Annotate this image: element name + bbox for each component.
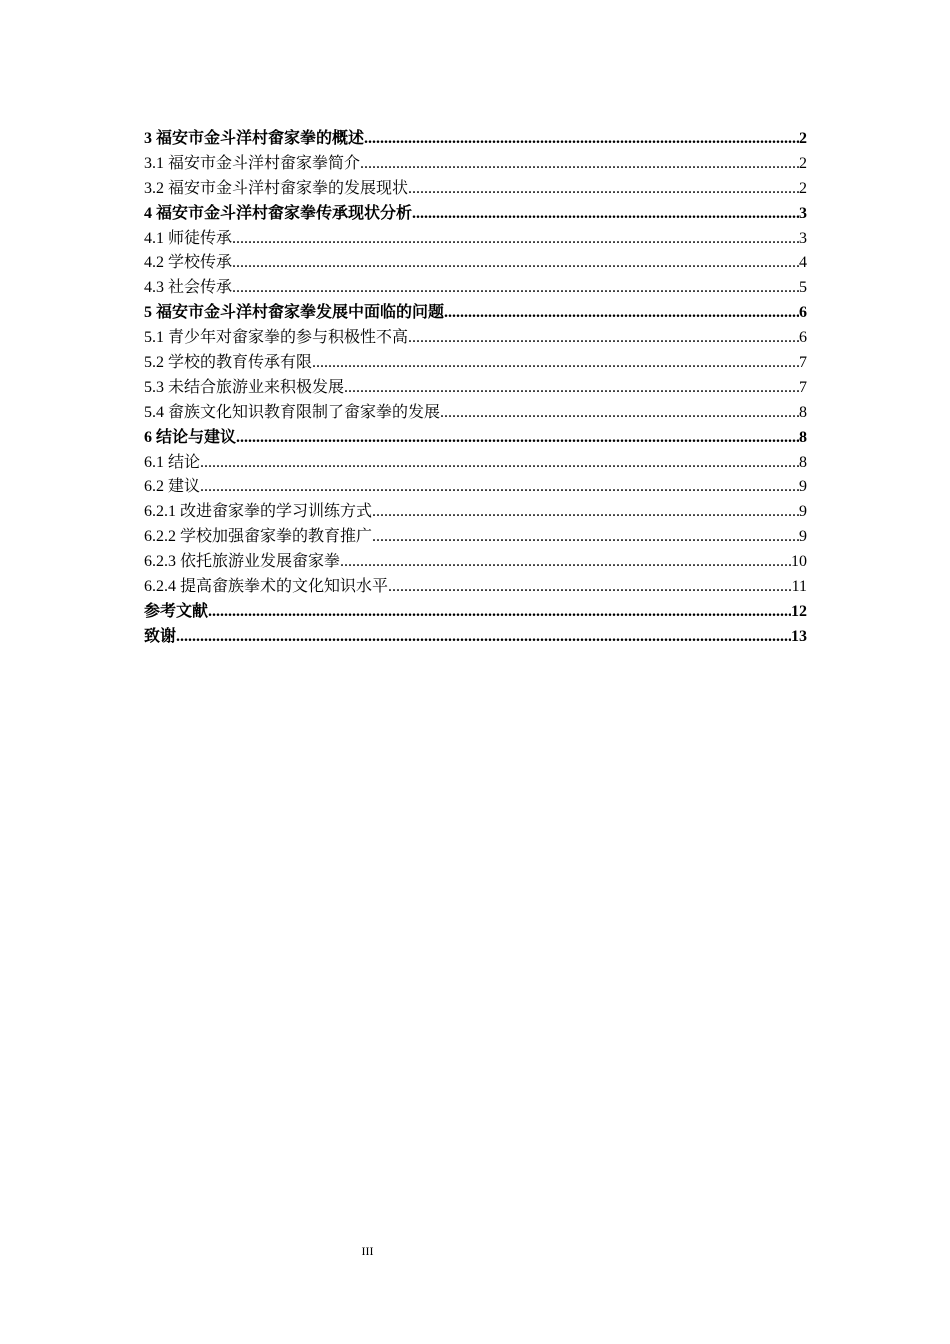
toc-dot-leader xyxy=(232,276,799,301)
toc-section-entry[interactable] xyxy=(144,152,807,177)
toc-dot-leader xyxy=(208,600,791,625)
toc-section-entry[interactable] xyxy=(144,251,807,276)
toc-entry-label: 3.1 福安市金斗洋村畲家拳简介 xyxy=(144,154,361,172)
toc-dot-leader xyxy=(312,351,799,376)
toc-section-entry[interactable] xyxy=(144,401,807,426)
toc-dot-leader xyxy=(176,625,791,650)
toc-dot-leader xyxy=(408,177,799,202)
toc-entry-page: 3 xyxy=(799,204,807,222)
toc-dot-leader xyxy=(440,401,799,426)
toc-chapter-entry[interactable] xyxy=(144,625,807,650)
table-of-contents xyxy=(144,127,807,650)
toc-entry-page: 9 xyxy=(799,528,807,546)
toc-section-entry[interactable] xyxy=(144,550,807,575)
toc-dot-leader xyxy=(388,575,792,600)
toc-entry-page: 9 xyxy=(799,478,807,496)
toc-entry-label: 6 结论与建议 xyxy=(144,428,237,446)
toc-dot-leader xyxy=(412,202,799,227)
page-number: III xyxy=(361,1244,374,1258)
toc-section-entry[interactable] xyxy=(144,351,807,376)
toc-entry-label: 5.3 未结合旅游业来积极发展 xyxy=(144,378,345,396)
toc-entry-label: 5 福安市金斗洋村畲家拳发展中面临的问题 xyxy=(144,304,445,322)
toc-section-entry[interactable] xyxy=(144,475,807,500)
toc-dot-leader xyxy=(200,475,799,500)
toc-entry-page: 10 xyxy=(791,553,807,571)
toc-dot-leader xyxy=(344,376,799,401)
toc-chapter-entry[interactable] xyxy=(144,426,807,451)
toc-entry-label: 4.2 学校传承 xyxy=(144,254,233,272)
toc-entry-label: 5.4 畲族文化知识教育限制了畲家拳的发展 xyxy=(144,403,441,421)
toc-dot-leader xyxy=(360,152,799,177)
toc-entry-page: 8 xyxy=(799,453,807,471)
toc-entry-page: 8 xyxy=(799,403,807,421)
toc-entry-label: 6.2.3 依托旅游业发展畲家拳 xyxy=(144,553,341,571)
toc-entry-label: 5.2 学校的教育传承有限 xyxy=(144,354,313,372)
toc-entry-page: 2 xyxy=(799,154,807,172)
toc-dot-leader xyxy=(340,550,791,575)
toc-entry-page: 11 xyxy=(791,578,807,596)
toc-entry-page: 2 xyxy=(799,130,807,147)
toc-dot-leader xyxy=(444,301,799,326)
toc-entry-page: 12 xyxy=(791,602,807,620)
toc-entry-label: 6.1 结论 xyxy=(144,453,201,471)
toc-entry-page: 13 xyxy=(791,627,807,645)
toc-entry-label: 5.1 青少年对畲家拳的参与积极性不高 xyxy=(144,329,409,347)
toc-section-entry[interactable] xyxy=(144,326,807,351)
toc-entry-page: 7 xyxy=(799,378,807,396)
toc-entry-page: 2 xyxy=(799,179,807,197)
toc-entry-page: 4 xyxy=(799,254,807,272)
toc-section-entry[interactable] xyxy=(144,177,807,202)
toc-entry-label: 4.1 师徒传承 xyxy=(144,229,233,247)
toc-entry-label: 3 福安市金斗洋村畲家拳的概述 xyxy=(144,130,365,147)
toc-entry-page: 8 xyxy=(799,428,807,446)
toc-dot-leader xyxy=(364,127,799,152)
toc-entry-label: 4.3 社会传承 xyxy=(144,279,233,297)
toc-entry-label: 6.2.1 改进畲家拳的学习训练方式 xyxy=(144,503,373,521)
toc-entry-label: 参考文献 xyxy=(144,602,209,620)
toc-chapter-entry[interactable] xyxy=(144,301,807,326)
toc-dot-leader xyxy=(236,426,799,451)
toc-dot-leader xyxy=(232,227,799,252)
toc-section-entry[interactable] xyxy=(144,575,807,600)
toc-entry-page: 6 xyxy=(799,329,807,347)
toc-chapter-entry[interactable] xyxy=(144,600,807,625)
toc-dot-leader xyxy=(200,451,799,476)
toc-entry-page: 5 xyxy=(799,279,807,297)
toc-section-entry[interactable] xyxy=(144,500,807,525)
toc-dot-leader xyxy=(372,500,799,525)
toc-section-entry[interactable] xyxy=(144,276,807,301)
toc-entry-page: 3 xyxy=(799,229,807,247)
toc-section-entry[interactable] xyxy=(144,451,807,476)
toc-entry-label: 6.2 建议 xyxy=(144,478,201,496)
toc-dot-leader xyxy=(232,251,799,276)
toc-chapter-entry[interactable] xyxy=(144,127,807,152)
toc-entry-page: 9 xyxy=(799,503,807,521)
toc-dot-leader xyxy=(408,326,799,351)
toc-entry-label: 6.2.4 提高畲族拳术的文化知识水平 xyxy=(144,578,389,596)
toc-section-entry[interactable] xyxy=(144,227,807,252)
toc-entry-label: 3.2 福安市金斗洋村畲家拳的发展现状 xyxy=(144,179,409,197)
toc-entry-label: 4 福安市金斗洋村畲家拳传承现状分析 xyxy=(144,204,413,222)
toc-chapter-entry[interactable] xyxy=(144,202,807,227)
toc-dot-leader xyxy=(372,525,799,550)
toc-section-entry[interactable] xyxy=(144,525,807,550)
toc-entry-label: 致谢 xyxy=(144,627,177,645)
toc-entry-page: 6 xyxy=(799,304,807,322)
toc-section-entry[interactable] xyxy=(144,376,807,401)
toc-entry-label: 6.2.2 学校加强畲家拳的教育推广 xyxy=(144,528,373,546)
toc-entry-page: 7 xyxy=(799,354,807,372)
